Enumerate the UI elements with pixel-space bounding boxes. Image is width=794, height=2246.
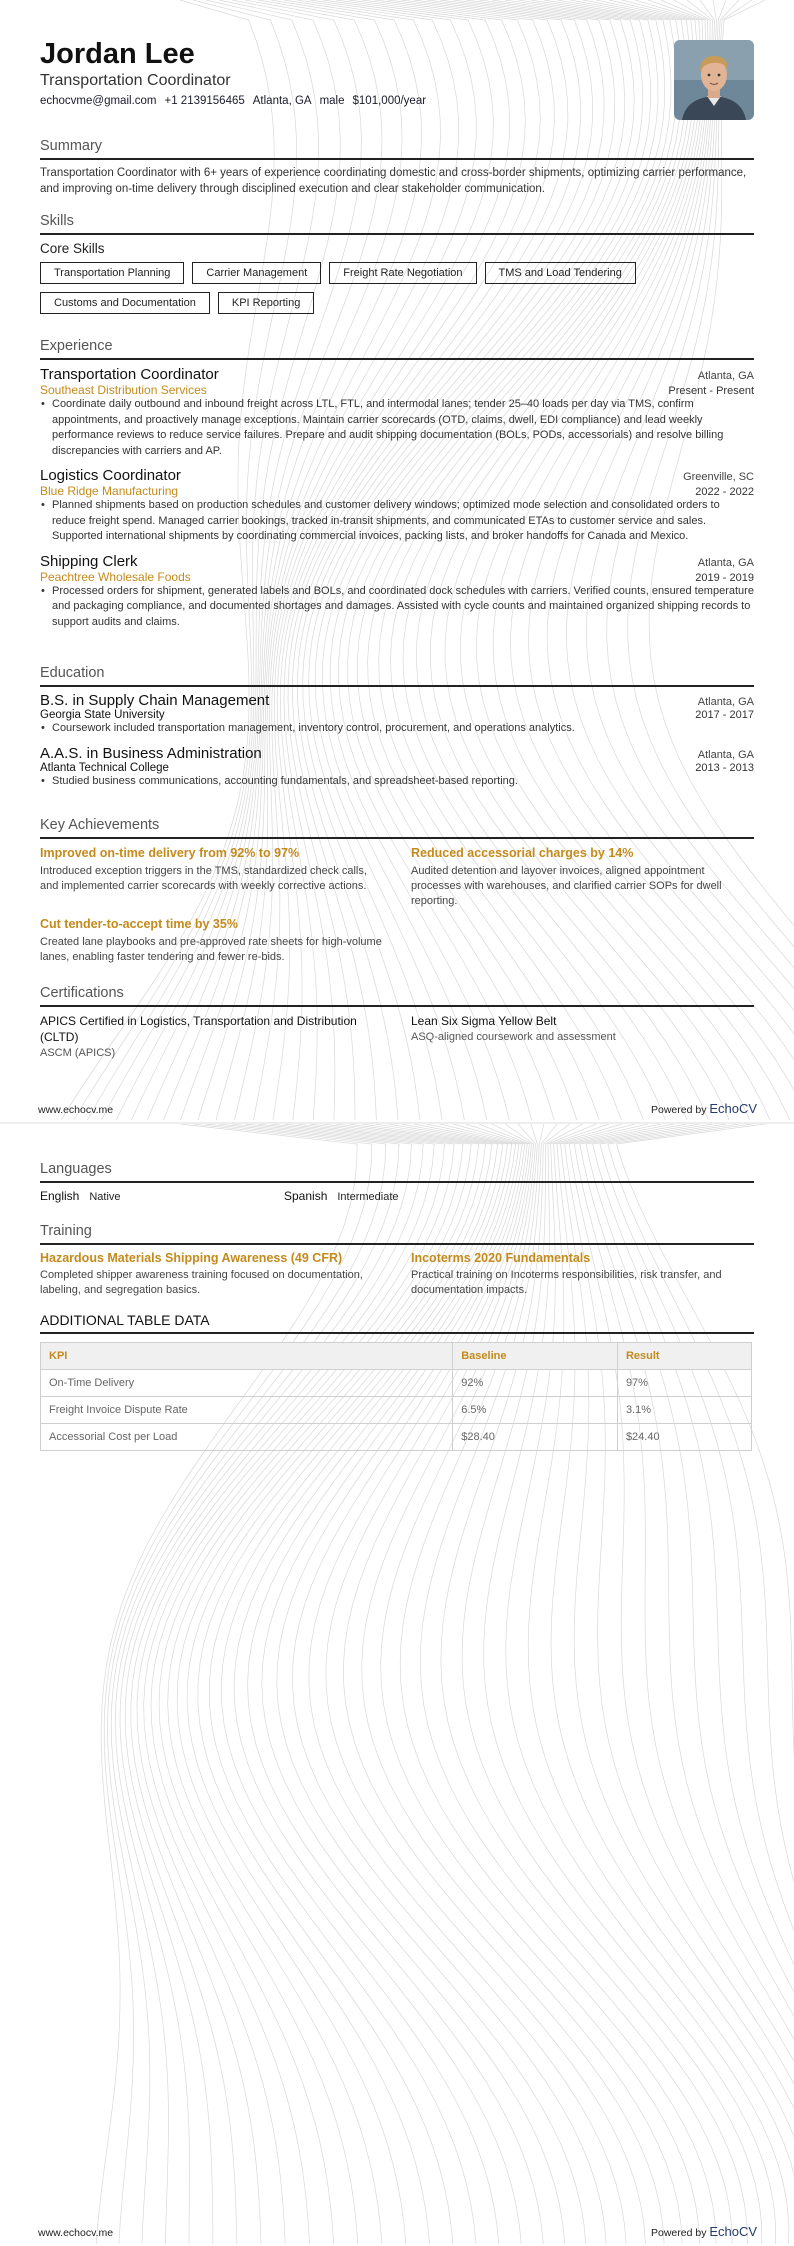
certification-org: ASCM (APICS) [40, 1047, 116, 1059]
language-level: Intermediate [337, 1191, 399, 1203]
skill-chip: Carrier Management [192, 262, 321, 284]
languages-section [40, 1161, 754, 1203]
skills-heading: Skills [40, 213, 754, 235]
experience-section [40, 338, 754, 630]
training-section [40, 1223, 754, 1298]
job-bullet: • Planned shipments based on production schedules and customer delivery windows; optimized mode selection and consolidated orders to reduce freight spend. Managed carrier bookings, tracked in-transit shipments, and communicated ETAs to customer service and sales. Supported international shipments by coordinating commercial invoices, packing lists, and broker handoffs for Canada and Mexico. [40, 498, 754, 545]
certification-name: Lean Six Sigma Yellow Belt [411, 1014, 557, 1028]
footer-site[interactable]: www.echocv.me [38, 1104, 114, 1116]
achievement-title: Improved on-time delivery from 92% to 97% [40, 846, 300, 860]
footer-site[interactable]: www.echocv.me [38, 2227, 114, 2239]
table-heading: ADDITIONAL TABLE DATA [40, 1312, 754, 1334]
education-entry [40, 745, 754, 790]
table-cell: Freight Invoice Dispute Rate [41, 1397, 453, 1424]
language-level: Native [89, 1191, 121, 1203]
achievement-item [40, 846, 383, 909]
job-title: Transportation Coordinator [40, 366, 219, 383]
achievement-title: Cut tender-to-accept time by 35% [40, 917, 238, 931]
achievement-title: Reduced accessorial charges by 14% [411, 846, 634, 860]
company-name: Blue Ridge Manufacturing [40, 484, 179, 498]
job-location: Greenville, SC [683, 471, 754, 483]
table-header-row [41, 1343, 752, 1370]
certifications-heading: Certifications [40, 985, 754, 1007]
page-1 [0, 0, 794, 1122]
job-bullet: • Coordinate daily outbound and inbound freight across LTL, FTL, and intermodal lanes; tender 25–40 loads per day via TMS, confirm appointments, and proactively manage exceptions. Maintain carrier scorecards (OTD, claims, dwell, EDI compliance) and lead weekly performance reviews to reduce service failures. Prepare and audit shipping documentation (BOLs, PODs, accessorials) and resolve billing discrepancies with carriers and AP. [40, 397, 754, 459]
page-2 [0, 1124, 794, 2246]
job-entry [40, 553, 754, 631]
language-name: English [40, 1189, 80, 1203]
table-cell: 3.1% [617, 1397, 751, 1424]
job-location: Atlanta, GA [697, 370, 754, 382]
training-item [40, 1251, 383, 1298]
certification-org: ASQ-aligned coursework and assessment [411, 1031, 616, 1043]
table-cell: 97% [617, 1370, 751, 1397]
skills-section [40, 213, 754, 322]
certification-item [411, 1013, 754, 1059]
table-row [41, 1397, 752, 1424]
candidate-name: Jordan Lee [40, 38, 195, 70]
training-title: Hazardous Materials Shipping Awareness (49 CFR) [40, 1251, 343, 1265]
job-dates: 2019 - 2019 [695, 571, 754, 584]
table-cell: On-Time Delivery [41, 1370, 453, 1397]
achievement-text: Created lane playbooks and pre-approved rate sheets for high-volume lanes, enabling faster tendering and fewer re-bids. [40, 936, 382, 963]
achievement-item [40, 917, 383, 965]
additional-table-section [40, 1312, 754, 1451]
achievements-heading: Key Achievements [40, 817, 754, 839]
kpi-table [40, 1342, 752, 1451]
table-cell: 92% [453, 1370, 618, 1397]
footer-powered [651, 1101, 757, 1116]
languages-heading: Languages [40, 1161, 754, 1183]
brand-logo[interactable]: EchoCV [709, 2224, 758, 2239]
education-bullet: • Coursework included transportation management, inventory control, procurement, and operations analytics. [40, 721, 754, 737]
summary-text: Transportation Coordinator with 6+ years of experience coordinating domestic and cross-border shipments, optimizing carrier performance, and improving on-time delivery through disciplined execution and clear stakeholder communication. [40, 167, 747, 195]
column-header: KPI [41, 1343, 453, 1370]
table-cell: Accessorial Cost per Load [41, 1424, 453, 1451]
education-bullet: • Studied business communications, accounting fundamentals, and spreadsheet-based reporting. [40, 774, 754, 790]
brand-logo[interactable]: EchoCV [709, 1101, 758, 1116]
phone[interactable]: +1 2139156465 [164, 95, 245, 107]
job-dates: 2022 - 2022 [695, 486, 754, 498]
training-heading: Training [40, 1223, 754, 1245]
table-row [41, 1424, 752, 1451]
table-cell: $24.40 [617, 1424, 751, 1451]
core-skills-heading: Core Skills [40, 241, 105, 256]
skill-chip: TMS and Load Tendering [485, 262, 636, 284]
job-title: Shipping Clerk [40, 552, 138, 570]
training-title: Incoterms 2020 Fundamentals [411, 1251, 591, 1265]
footer-powered [651, 2224, 757, 2239]
training-text: Completed shipper awareness training focused on documentation, labeling, and segregation basics. [40, 1269, 363, 1296]
column-header: Result [617, 1343, 751, 1370]
contact-line [40, 95, 426, 107]
salary: $101,000/year [352, 95, 427, 107]
training-text: Practical training on Incoterms responsibilities, risk transfer, and documentation impacts. [411, 1269, 722, 1296]
experience-heading: Experience [40, 338, 754, 360]
education-heading: Education [40, 665, 754, 687]
skill-chip: Transportation Planning [40, 262, 184, 284]
education-location: Atlanta, GA [697, 696, 754, 708]
column-header: Baseline [453, 1343, 618, 1370]
job-title: Logistics Coordinator [40, 467, 181, 484]
powered-by-label: Powered by [651, 1104, 707, 1116]
certification-name: APICS Certified in Logistics, Transportation and Distribution (CLTD) [40, 1014, 357, 1044]
training-item [411, 1251, 754, 1298]
education-dates: 2013 - 2013 [695, 761, 754, 774]
profile-photo [674, 40, 754, 120]
achievement-text: Audited detention and layover invoices, aligned appointment processes with warehouses, and clarified carrier SOPs for dwell reporting. [411, 865, 722, 907]
school-name: Georgia State University [40, 709, 165, 721]
job-bullet: • Processed orders for shipment, generated labels and BOLs, and coordinated dock schedules with carriers. Verified counts, ensured temperature and packaging compliance, and documented shortages and damages. Assisted with cycle counts and maintained organized shipping records to support audits and claims. [40, 584, 754, 631]
candidate-title: Transportation Coordinator [40, 72, 231, 89]
job-entry [40, 467, 754, 545]
certification-item [40, 1013, 383, 1059]
skill-chip: Customs and Documentation [40, 292, 210, 314]
location: Atlanta, GA [252, 95, 312, 107]
language-name: Spanish [284, 1189, 328, 1203]
gender: male [319, 95, 345, 107]
job-dates: Present - Present [668, 385, 754, 397]
degree: A.A.S. in Business Administration [40, 744, 262, 762]
skill-chip: KPI Reporting [218, 292, 314, 314]
skill-chip: Freight Rate Negotiation [329, 262, 476, 284]
job-location: Atlanta, GA [697, 556, 754, 569]
education-dates: 2017 - 2017 [695, 709, 754, 721]
company-name: Peachtree Wholesale Foods [40, 569, 191, 584]
education-section [40, 665, 754, 789]
achievement-text: Introduced exception triggers in the TMS, standardized check calls, and implemented carrier scorecards with weekly corrective actions. [40, 865, 367, 892]
education-location: Atlanta, GA [697, 748, 754, 761]
school-name: Atlanta Technical College [40, 761, 169, 774]
summary-section [40, 138, 754, 197]
job-entry [40, 366, 754, 459]
company-name: Southeast Distribution Services [40, 383, 207, 397]
table-cell: $28.40 [453, 1424, 618, 1451]
language-item [284, 1189, 528, 1203]
language-item [40, 1189, 284, 1203]
education-entry [40, 692, 754, 737]
degree: B.S. in Supply Chain Management [40, 692, 270, 709]
email[interactable]: echocvme@gmail.com [40, 95, 157, 107]
summary-heading: Summary [40, 138, 754, 160]
skills-list [40, 262, 754, 322]
powered-by-label: Powered by [651, 2227, 707, 2239]
certifications-section [40, 985, 754, 1059]
table-row [41, 1370, 752, 1397]
achievements-section [40, 817, 754, 965]
achievement-item [411, 846, 754, 909]
table-cell: 6.5% [453, 1397, 618, 1424]
